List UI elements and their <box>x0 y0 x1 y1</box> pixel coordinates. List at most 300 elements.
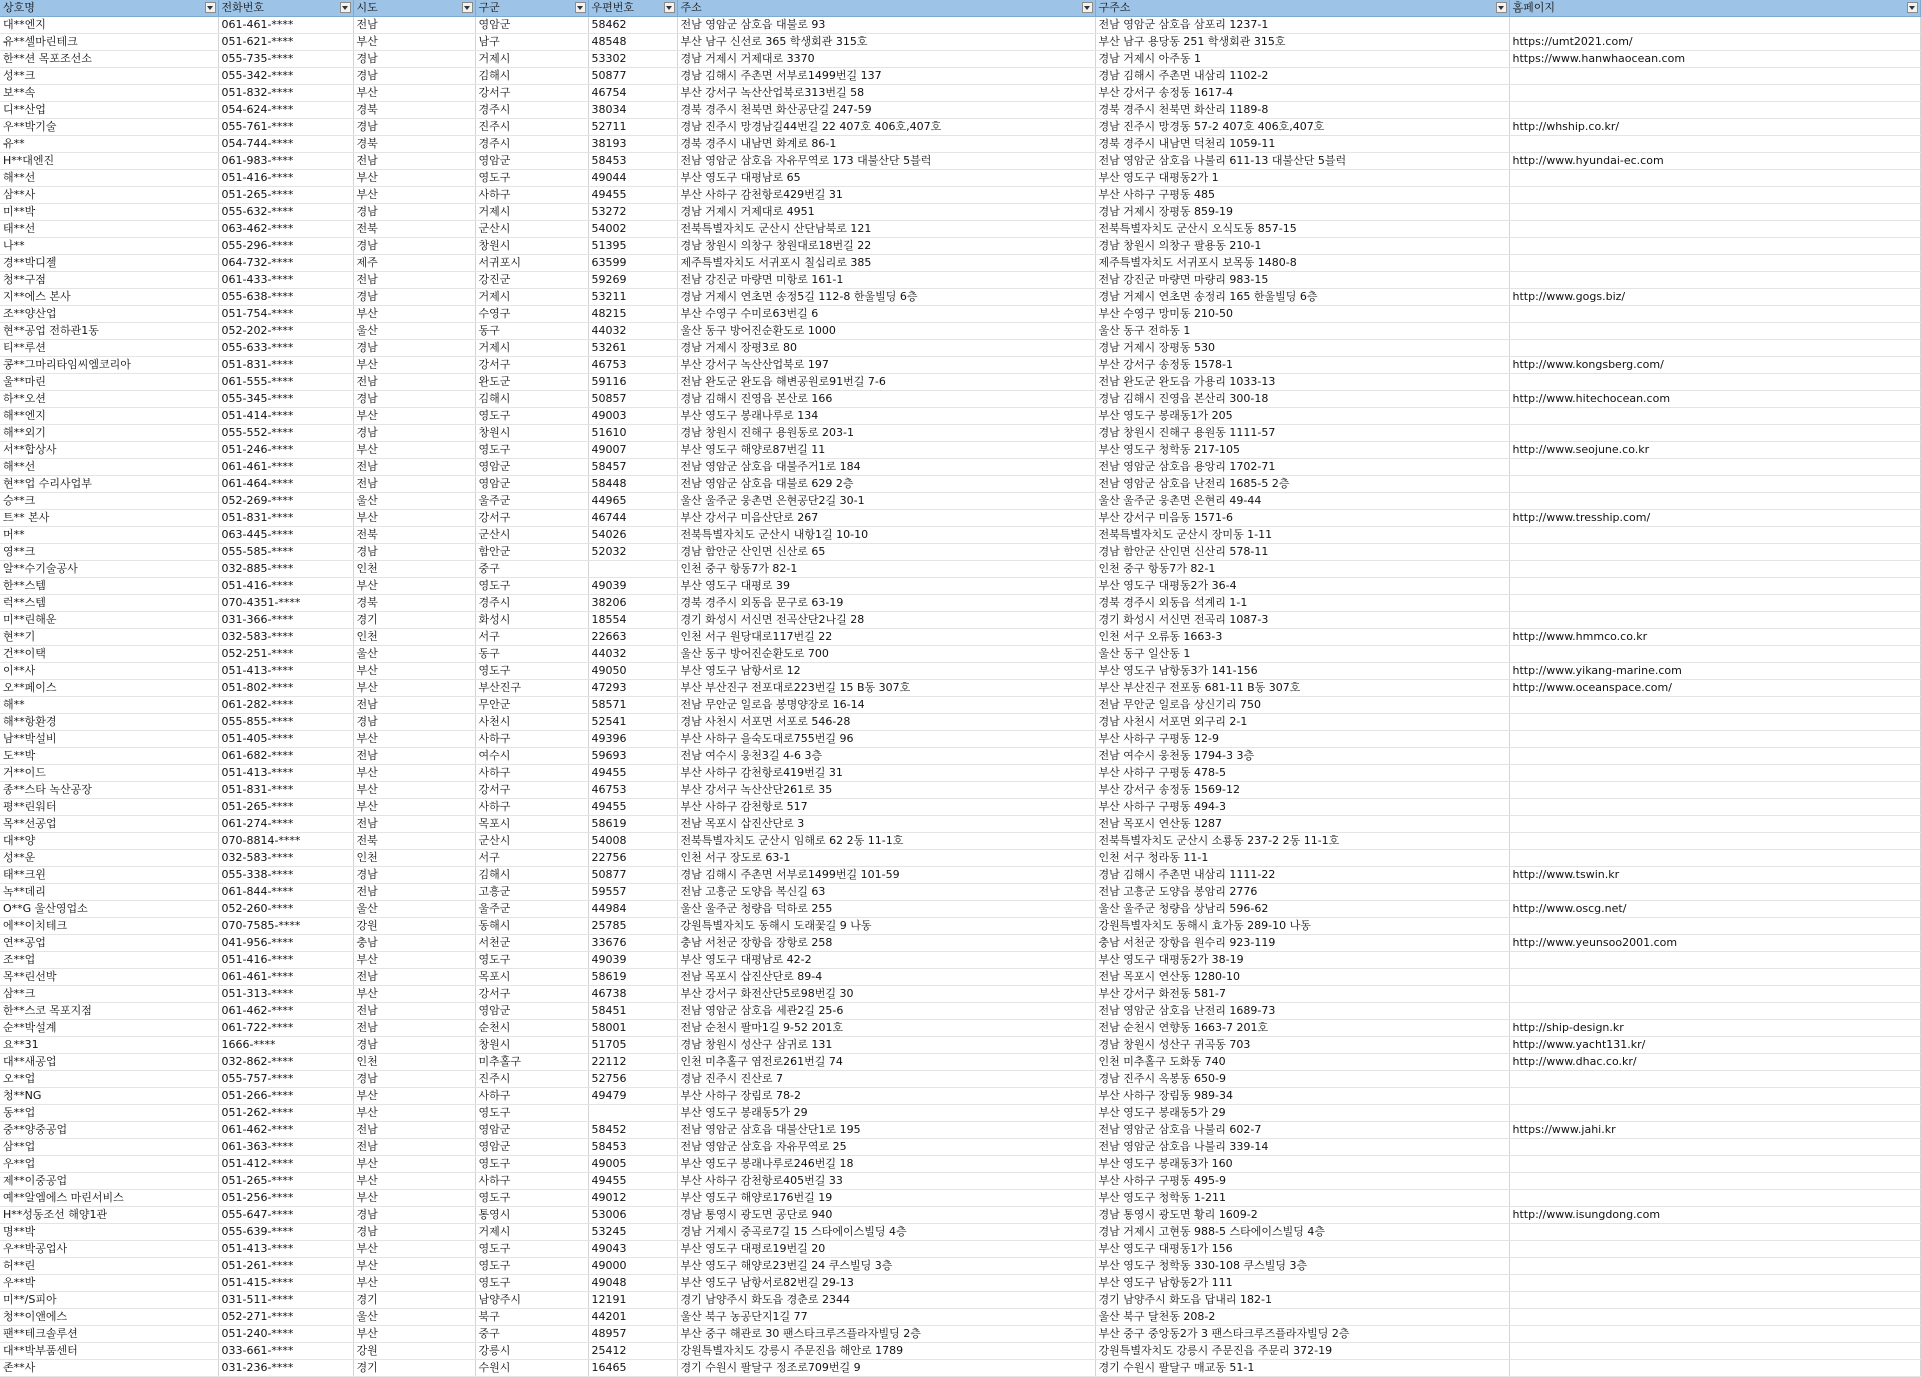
filter-dropdown-icon[interactable] <box>1496 2 1507 13</box>
company-name-cell[interactable]: 평**린워터 <box>0 799 218 816</box>
postal-code-cell[interactable]: 49455 <box>588 187 677 204</box>
province-cell[interactable]: 부산 <box>353 85 475 102</box>
district-cell[interactable]: 사하구 <box>475 1173 588 1190</box>
address-cell[interactable]: 경남 통영시 광도면 공단로 940 <box>677 1207 1095 1224</box>
address-cell[interactable]: 경남 김해시 주촌면 서부로1499번길 137 <box>677 68 1095 85</box>
postal-code-cell[interactable]: 46744 <box>588 510 677 527</box>
old-address-cell[interactable]: 경남 김해시 주촌면 내삼리 1111-22 <box>1095 867 1509 884</box>
postal-code-cell[interactable]: 58451 <box>588 1003 677 1020</box>
company-name-cell[interactable]: 지**에스 본사 <box>0 289 218 306</box>
province-cell[interactable]: 강원 <box>353 918 475 935</box>
postal-code-cell[interactable]: 58452 <box>588 1122 677 1139</box>
homepage-cell[interactable] <box>1509 816 1920 833</box>
company-name-cell[interactable]: 한**스템 <box>0 578 218 595</box>
postal-code-cell[interactable]: 48215 <box>588 306 677 323</box>
homepage-cell[interactable] <box>1509 187 1920 204</box>
phone-cell[interactable]: 031-366-**** <box>218 612 353 629</box>
postal-code-cell[interactable]: 52032 <box>588 544 677 561</box>
homepage-cell[interactable] <box>1509 1224 1920 1241</box>
address-cell[interactable]: 경남 김해시 주촌면 서부로1499번길 101-59 <box>677 867 1095 884</box>
phone-cell[interactable]: 063-445-**** <box>218 527 353 544</box>
postal-code-cell[interactable]: 22756 <box>588 850 677 867</box>
old-address-cell[interactable]: 부산 사하구 장림동 989-34 <box>1095 1088 1509 1105</box>
province-cell[interactable]: 경기 <box>353 612 475 629</box>
province-cell[interactable]: 부산 <box>353 578 475 595</box>
postal-code-cell[interactable]: 44965 <box>588 493 677 510</box>
homepage-cell[interactable] <box>1509 476 1920 493</box>
company-name-cell[interactable]: 경**박디젤 <box>0 255 218 272</box>
phone-cell[interactable]: 061-433-**** <box>218 272 353 289</box>
postal-code-cell[interactable]: 51705 <box>588 1037 677 1054</box>
district-cell[interactable]: 동구 <box>475 646 588 663</box>
district-cell[interactable]: 남구 <box>475 34 588 51</box>
district-cell[interactable]: 강서구 <box>475 782 588 799</box>
address-cell[interactable]: 전남 영암군 삼호읍 자유무역로 173 대불산단 5블럭 <box>677 153 1095 170</box>
old-address-cell[interactable]: 경남 김해시 주촌면 내삼리 1102-2 <box>1095 68 1509 85</box>
old-address-cell[interactable]: 충남 서천군 장항읍 원수리 923-119 <box>1095 935 1509 952</box>
company-name-cell[interactable]: 종**스타 녹산공장 <box>0 782 218 799</box>
old-address-cell[interactable]: 전남 영암군 삼호읍 난전리 1689-73 <box>1095 1003 1509 1020</box>
district-cell[interactable]: 동해시 <box>475 918 588 935</box>
homepage-cell[interactable] <box>1509 238 1920 255</box>
phone-cell[interactable]: 031-511-**** <box>218 1292 353 1309</box>
postal-code-cell[interactable]: 38206 <box>588 595 677 612</box>
company-name-cell[interactable]: 조**업 <box>0 952 218 969</box>
district-cell[interactable]: 동구 <box>475 323 588 340</box>
old-address-cell[interactable]: 부산 영도구 대평동2가 1 <box>1095 170 1509 187</box>
old-address-cell[interactable]: 경북 경주시 외동읍 석계리 1-1 <box>1095 595 1509 612</box>
company-name-cell[interactable]: 명**박 <box>0 1224 218 1241</box>
postal-code-cell[interactable]: 63599 <box>588 255 677 272</box>
homepage-cell[interactable] <box>1509 1139 1920 1156</box>
district-cell[interactable]: 영도구 <box>475 1275 588 1292</box>
province-cell[interactable]: 부산 <box>353 799 475 816</box>
old-address-cell[interactable]: 전북특별자치도 군산시 장미동 1-11 <box>1095 527 1509 544</box>
company-name-cell[interactable]: 삼**사 <box>0 187 218 204</box>
company-name-cell[interactable]: 성**운 <box>0 850 218 867</box>
company-name-cell[interactable]: 승**크 <box>0 493 218 510</box>
district-cell[interactable]: 여수시 <box>475 748 588 765</box>
district-cell[interactable]: 영도구 <box>475 1241 588 1258</box>
homepage-cell[interactable] <box>1509 1343 1920 1360</box>
phone-cell[interactable]: 051-413-**** <box>218 1241 353 1258</box>
company-name-cell[interactable]: 오**페이스 <box>0 680 218 697</box>
postal-code-cell[interactable]: 50877 <box>588 867 677 884</box>
address-cell[interactable]: 전북특별자치도 군산시 내항1길 10-10 <box>677 527 1095 544</box>
company-name-cell[interactable]: 녹**데리 <box>0 884 218 901</box>
phone-cell[interactable]: 051-265-**** <box>218 187 353 204</box>
homepage-cell[interactable] <box>1509 765 1920 782</box>
company-name-cell[interactable]: H**대엔진 <box>0 153 218 170</box>
postal-code-cell[interactable]: 53006 <box>588 1207 677 1224</box>
address-cell[interactable]: 부산 영도구 봉래나루로246번길 18 <box>677 1156 1095 1173</box>
company-name-cell[interactable]: 도**박 <box>0 748 218 765</box>
address-cell[interactable]: 부산 영도구 봉래동5가 29 <box>677 1105 1095 1122</box>
filter-dropdown-icon[interactable] <box>1907 2 1918 13</box>
province-cell[interactable]: 부산 <box>353 170 475 187</box>
district-cell[interactable]: 사하구 <box>475 765 588 782</box>
filter-dropdown-icon[interactable] <box>205 2 216 13</box>
address-cell[interactable]: 부산 사하구 장림로 78-2 <box>677 1088 1095 1105</box>
postal-code-cell[interactable]: 49007 <box>588 442 677 459</box>
district-cell[interactable]: 사하구 <box>475 799 588 816</box>
address-cell[interactable]: 부산 강서구 화전산단5로98번길 30 <box>677 986 1095 1003</box>
homepage-cell[interactable] <box>1509 102 1920 119</box>
phone-cell[interactable]: 032-583-**** <box>218 629 353 646</box>
postal-code-cell[interactable]: 49003 <box>588 408 677 425</box>
address-cell[interactable]: 경기 화성시 서신면 전곡산단2나길 28 <box>677 612 1095 629</box>
address-cell[interactable]: 경북 경주시 천북면 화산공단길 247-59 <box>677 102 1095 119</box>
province-cell[interactable]: 경남 <box>353 119 475 136</box>
old-address-cell[interactable]: 경남 사천시 서포면 외구리 2-1 <box>1095 714 1509 731</box>
province-cell[interactable]: 전북 <box>353 527 475 544</box>
province-cell[interactable]: 전남 <box>353 272 475 289</box>
province-cell[interactable]: 전남 <box>353 17 475 34</box>
postal-code-cell[interactable]: 58619 <box>588 969 677 986</box>
company-name-cell[interactable]: 유**셀마린테크 <box>0 34 218 51</box>
homepage-cell[interactable] <box>1509 408 1920 425</box>
company-name-cell[interactable]: 해**항환경 <box>0 714 218 731</box>
homepage-cell[interactable] <box>1509 969 1920 986</box>
homepage-cell[interactable] <box>1509 1190 1920 1207</box>
old-address-cell[interactable]: 전남 목포시 연산동 1287 <box>1095 816 1509 833</box>
company-name-cell[interactable]: 나** <box>0 238 218 255</box>
company-name-cell[interactable]: 우**박 <box>0 1275 218 1292</box>
old-address-cell[interactable]: 인천 서구 오류동 1663-3 <box>1095 629 1509 646</box>
address-cell[interactable]: 경남 진주시 망경남길44번길 22 407호 406호,407호 <box>677 119 1095 136</box>
phone-cell[interactable]: 061-363-**** <box>218 1139 353 1156</box>
district-cell[interactable]: 중구 <box>475 1326 588 1343</box>
district-cell[interactable]: 김해시 <box>475 867 588 884</box>
district-cell[interactable]: 영도구 <box>475 442 588 459</box>
old-address-cell[interactable]: 경남 통영시 광도면 황리 1609-2 <box>1095 1207 1509 1224</box>
province-cell[interactable]: 경남 <box>353 867 475 884</box>
address-cell[interactable]: 경남 거제시 중곡로7길 15 스타에이스빌딩 4층 <box>677 1224 1095 1241</box>
homepage-cell[interactable]: http://www.dhac.co.kr/ <box>1509 1054 1920 1071</box>
company-name-cell[interactable]: 서**합상사 <box>0 442 218 459</box>
district-cell[interactable]: 영암군 <box>475 1139 588 1156</box>
district-cell[interactable]: 영도구 <box>475 1190 588 1207</box>
phone-cell[interactable]: 061-983-**** <box>218 153 353 170</box>
postal-code-cell[interactable]: 52756 <box>588 1071 677 1088</box>
homepage-cell[interactable] <box>1509 1275 1920 1292</box>
province-cell[interactable]: 제주 <box>353 255 475 272</box>
old-address-cell[interactable]: 전남 강진군 마량면 마량리 983-15 <box>1095 272 1509 289</box>
postal-code-cell[interactable]: 49039 <box>588 578 677 595</box>
postal-code-cell[interactable]: 46738 <box>588 986 677 1003</box>
address-cell[interactable]: 전남 영암군 삼호읍 세관2길 25-6 <box>677 1003 1095 1020</box>
address-cell[interactable]: 전남 영암군 삼호읍 자유무역로 25 <box>677 1139 1095 1156</box>
address-cell[interactable]: 부산 사하구 을숙도대로755번길 96 <box>677 731 1095 748</box>
homepage-cell[interactable] <box>1509 1003 1920 1020</box>
phone-cell[interactable]: 052-202-**** <box>218 323 353 340</box>
address-cell[interactable]: 부산 영도구 대평로19번길 20 <box>677 1241 1095 1258</box>
old-address-cell[interactable]: 경기 화성시 서신면 전곡리 1087-3 <box>1095 612 1509 629</box>
address-cell[interactable]: 인천 서구 원당대로117번길 22 <box>677 629 1095 646</box>
homepage-cell[interactable] <box>1509 68 1920 85</box>
old-address-cell[interactable]: 부산 부산진구 전포동 681-11 B동 307호 <box>1095 680 1509 697</box>
district-cell[interactable]: 완도군 <box>475 374 588 391</box>
phone-cell[interactable]: 052-251-**** <box>218 646 353 663</box>
postal-code-cell[interactable]: 16465 <box>588 1360 677 1377</box>
postal-code-cell[interactable]: 58448 <box>588 476 677 493</box>
postal-code-cell[interactable]: 58001 <box>588 1020 677 1037</box>
homepage-cell[interactable] <box>1509 527 1920 544</box>
old-address-cell[interactable]: 부산 영도구 봉래동5가 29 <box>1095 1105 1509 1122</box>
district-cell[interactable]: 남양주시 <box>475 1292 588 1309</box>
address-cell[interactable]: 부산 강서구 녹산산업북로 197 <box>677 357 1095 374</box>
phone-cell[interactable]: 051-240-**** <box>218 1326 353 1343</box>
old-address-cell[interactable]: 제주특별자치도 서귀포시 보목동 1480-8 <box>1095 255 1509 272</box>
old-address-cell[interactable]: 전남 영암군 삼호읍 나불리 339-14 <box>1095 1139 1509 1156</box>
homepage-cell[interactable]: https://umt2021.com/ <box>1509 34 1920 51</box>
postal-code-cell[interactable]: 58453 <box>588 153 677 170</box>
company-name-cell[interactable]: 머** <box>0 527 218 544</box>
homepage-cell[interactable] <box>1509 17 1920 34</box>
address-cell[interactable]: 부산 영도구 대평로 39 <box>677 578 1095 595</box>
old-address-cell[interactable]: 경남 진주시 옥봉동 650-9 <box>1095 1071 1509 1088</box>
province-cell[interactable]: 경남 <box>353 391 475 408</box>
province-cell[interactable]: 인천 <box>353 850 475 867</box>
district-cell[interactable]: 화성시 <box>475 612 588 629</box>
province-cell[interactable]: 부산 <box>353 442 475 459</box>
company-name-cell[interactable]: 허**린 <box>0 1258 218 1275</box>
phone-cell[interactable]: 051-412-**** <box>218 1156 353 1173</box>
homepage-cell[interactable]: http://www.yikang-marine.com <box>1509 663 1920 680</box>
phone-cell[interactable]: 033-661-**** <box>218 1343 353 1360</box>
homepage-cell[interactable] <box>1509 714 1920 731</box>
district-cell[interactable]: 영도구 <box>475 952 588 969</box>
column-header[interactable] <box>353 0 475 17</box>
province-cell[interactable]: 인천 <box>353 561 475 578</box>
province-cell[interactable]: 부산 <box>353 1275 475 1292</box>
phone-cell[interactable]: 051-265-**** <box>218 799 353 816</box>
district-cell[interactable]: 창원시 <box>475 425 588 442</box>
postal-code-cell[interactable]: 49012 <box>588 1190 677 1207</box>
province-cell[interactable]: 부산 <box>353 187 475 204</box>
company-name-cell[interactable]: 알**수기술공사 <box>0 561 218 578</box>
address-cell[interactable]: 전남 여수시 웅천3길 4-6 3층 <box>677 748 1095 765</box>
company-name-cell[interactable]: 해**외기 <box>0 425 218 442</box>
old-address-cell[interactable]: 부산 수영구 망미동 210-50 <box>1095 306 1509 323</box>
province-cell[interactable]: 전남 <box>353 748 475 765</box>
homepage-cell[interactable] <box>1509 1173 1920 1190</box>
homepage-cell[interactable] <box>1509 255 1920 272</box>
old-address-cell[interactable]: 전북특별자치도 군산시 오식도동 857-15 <box>1095 221 1509 238</box>
old-address-cell[interactable]: 경남 거제시 장평동 859-19 <box>1095 204 1509 221</box>
province-cell[interactable]: 부산 <box>353 1105 475 1122</box>
company-name-cell[interactable]: 대**엔지 <box>0 17 218 34</box>
phone-cell[interactable]: 041-956-**** <box>218 935 353 952</box>
postal-code-cell[interactable]: 49039 <box>588 952 677 969</box>
postal-code-cell[interactable]: 59269 <box>588 272 677 289</box>
company-name-cell[interactable]: 청**구점 <box>0 272 218 289</box>
postal-code-cell[interactable]: 53272 <box>588 204 677 221</box>
homepage-cell[interactable]: http://ship-design.kr <box>1509 1020 1920 1037</box>
company-name-cell[interactable]: 유** <box>0 136 218 153</box>
homepage-cell[interactable] <box>1509 374 1920 391</box>
postal-code-cell[interactable]: 49048 <box>588 1275 677 1292</box>
province-cell[interactable]: 경북 <box>353 136 475 153</box>
column-header[interactable] <box>677 0 1095 17</box>
company-name-cell[interactable]: 요**31 <box>0 1037 218 1054</box>
postal-code-cell[interactable]: 59693 <box>588 748 677 765</box>
phone-cell[interactable]: 051-831-**** <box>218 782 353 799</box>
company-name-cell[interactable]: 연**공업 <box>0 935 218 952</box>
province-cell[interactable]: 전남 <box>353 476 475 493</box>
phone-cell[interactable]: 055-735-**** <box>218 51 353 68</box>
old-address-cell[interactable]: 부산 사하구 구평동 494-3 <box>1095 799 1509 816</box>
homepage-cell[interactable]: http://www.hyundai-ec.com <box>1509 153 1920 170</box>
company-name-cell[interactable]: 조**양산업 <box>0 306 218 323</box>
district-cell[interactable]: 목포시 <box>475 969 588 986</box>
old-address-cell[interactable]: 경남 거제시 연초면 송정리 165 한울빌딩 6층 <box>1095 289 1509 306</box>
column-header[interactable] <box>0 0 218 17</box>
phone-cell[interactable]: 061-464-**** <box>218 476 353 493</box>
homepage-cell[interactable] <box>1509 850 1920 867</box>
district-cell[interactable]: 거제시 <box>475 51 588 68</box>
address-cell[interactable]: 부산 영도구 대평남로 65 <box>677 170 1095 187</box>
phone-cell[interactable]: 051-405-**** <box>218 731 353 748</box>
province-cell[interactable]: 강원 <box>353 1343 475 1360</box>
old-address-cell[interactable]: 부산 영도구 봉래동3가 160 <box>1095 1156 1509 1173</box>
district-cell[interactable]: 고흥군 <box>475 884 588 901</box>
address-cell[interactable]: 부산 강서구 녹산산업북로313번길 58 <box>677 85 1095 102</box>
old-address-cell[interactable]: 부산 중구 중앙동2가 3 팬스타크루즈플라자빌딩 2층 <box>1095 1326 1509 1343</box>
old-address-cell[interactable]: 강원특별자치도 동해시 효가동 289-10 나동 <box>1095 918 1509 935</box>
district-cell[interactable]: 영암군 <box>475 1003 588 1020</box>
homepage-cell[interactable] <box>1509 646 1920 663</box>
district-cell[interactable]: 영도구 <box>475 1105 588 1122</box>
phone-cell[interactable]: 061-462-**** <box>218 1122 353 1139</box>
postal-code-cell[interactable]: 58457 <box>588 459 677 476</box>
phone-cell[interactable]: 051-266-**** <box>218 1088 353 1105</box>
address-cell[interactable]: 부산 중구 해관로 30 팬스타크루즈플라자빌딩 2층 <box>677 1326 1095 1343</box>
province-cell[interactable]: 부산 <box>353 1173 475 1190</box>
phone-cell[interactable]: 051-265-**** <box>218 1173 353 1190</box>
homepage-cell[interactable] <box>1509 595 1920 612</box>
address-cell[interactable]: 강원특별자치도 강릉시 주문진읍 해안로 1789 <box>677 1343 1095 1360</box>
filter-dropdown-icon[interactable] <box>575 2 586 13</box>
address-cell[interactable]: 강원특별자치도 동해시 도래꽃길 9 나동 <box>677 918 1095 935</box>
province-cell[interactable]: 부산 <box>353 680 475 697</box>
homepage-cell[interactable]: http://www.oceanspace.com/ <box>1509 680 1920 697</box>
postal-code-cell[interactable]: 49396 <box>588 731 677 748</box>
address-cell[interactable]: 경남 창원시 성산구 삼귀로 131 <box>677 1037 1095 1054</box>
phone-cell[interactable]: 051-416-**** <box>218 952 353 969</box>
address-cell[interactable]: 울산 북구 농공단지1길 77 <box>677 1309 1095 1326</box>
phone-cell[interactable]: 064-732-**** <box>218 255 353 272</box>
phone-cell[interactable]: 055-757-**** <box>218 1071 353 1088</box>
province-cell[interactable]: 부산 <box>353 1190 475 1207</box>
company-name-cell[interactable]: 삼**크 <box>0 986 218 1003</box>
phone-cell[interactable]: 031-236-**** <box>218 1360 353 1377</box>
homepage-cell[interactable]: http://www.gogs.biz/ <box>1509 289 1920 306</box>
old-address-cell[interactable]: 경남 거제시 고현동 988-5 스타에이스빌딩 4층 <box>1095 1224 1509 1241</box>
postal-code-cell[interactable]: 59557 <box>588 884 677 901</box>
phone-cell[interactable]: 051-261-**** <box>218 1258 353 1275</box>
postal-code-cell[interactable]: 52711 <box>588 119 677 136</box>
homepage-cell[interactable] <box>1509 306 1920 323</box>
province-cell[interactable]: 경남 <box>353 1071 475 1088</box>
province-cell[interactable]: 경남 <box>353 1224 475 1241</box>
phone-cell[interactable]: 061-555-**** <box>218 374 353 391</box>
company-name-cell[interactable]: 우**박기술 <box>0 119 218 136</box>
old-address-cell[interactable]: 부산 강서구 송정동 1578-1 <box>1095 357 1509 374</box>
postal-code-cell[interactable]: 54002 <box>588 221 677 238</box>
company-name-cell[interactable]: 우**박공업사 <box>0 1241 218 1258</box>
homepage-cell[interactable] <box>1509 833 1920 850</box>
company-name-cell[interactable]: 해**선 <box>0 170 218 187</box>
old-address-cell[interactable]: 경남 진주시 망경동 57-2 407호 406호,407호 <box>1095 119 1509 136</box>
old-address-cell[interactable]: 경남 거제시 아주동 1 <box>1095 51 1509 68</box>
column-header[interactable] <box>588 0 677 17</box>
district-cell[interactable]: 영암군 <box>475 459 588 476</box>
phone-cell[interactable]: 061-461-**** <box>218 969 353 986</box>
postal-code-cell[interactable]: 53261 <box>588 340 677 357</box>
address-cell[interactable]: 경기 수원시 팔달구 정조로709번길 9 <box>677 1360 1095 1377</box>
province-cell[interactable]: 부산 <box>353 986 475 1003</box>
homepage-cell[interactable] <box>1509 1071 1920 1088</box>
filter-dropdown-icon[interactable] <box>1082 2 1093 13</box>
district-cell[interactable]: 영도구 <box>475 663 588 680</box>
postal-code-cell[interactable]: 44984 <box>588 901 677 918</box>
postal-code-cell[interactable]: 38193 <box>588 136 677 153</box>
phone-cell[interactable]: 052-260-**** <box>218 901 353 918</box>
phone-cell[interactable]: 1666-**** <box>218 1037 353 1054</box>
phone-cell[interactable]: 032-583-**** <box>218 850 353 867</box>
address-cell[interactable]: 경남 거제시 연초면 송정5길 112-8 한울빌딩 6층 <box>677 289 1095 306</box>
homepage-cell[interactable] <box>1509 884 1920 901</box>
old-address-cell[interactable]: 울산 울주군 웅촌면 은현리 49-44 <box>1095 493 1509 510</box>
homepage-cell[interactable] <box>1509 323 1920 340</box>
address-cell[interactable]: 충남 서천군 장항읍 장항로 258 <box>677 935 1095 952</box>
province-cell[interactable]: 전남 <box>353 374 475 391</box>
phone-cell[interactable]: 055-761-**** <box>218 119 353 136</box>
district-cell[interactable]: 창원시 <box>475 238 588 255</box>
phone-cell[interactable]: 032-885-**** <box>218 561 353 578</box>
district-cell[interactable]: 무안군 <box>475 697 588 714</box>
postal-code-cell[interactable]: 58453 <box>588 1139 677 1156</box>
district-cell[interactable]: 미추홀구 <box>475 1054 588 1071</box>
homepage-cell[interactable] <box>1509 493 1920 510</box>
province-cell[interactable]: 울산 <box>353 901 475 918</box>
homepage-cell[interactable] <box>1509 425 1920 442</box>
postal-code-cell[interactable]: 25412 <box>588 1343 677 1360</box>
postal-code-cell[interactable]: 58571 <box>588 697 677 714</box>
company-name-cell[interactable]: 현**공업 전하관1동 <box>0 323 218 340</box>
phone-cell[interactable]: 051-413-**** <box>218 765 353 782</box>
address-cell[interactable]: 부산 영도구 해양로176번길 19 <box>677 1190 1095 1207</box>
company-name-cell[interactable]: 목**린선박 <box>0 969 218 986</box>
company-name-cell[interactable]: 미**린해운 <box>0 612 218 629</box>
company-name-cell[interactable]: 거**이드 <box>0 765 218 782</box>
district-cell[interactable]: 강진군 <box>475 272 588 289</box>
homepage-cell[interactable]: https://www.hanwhaocean.com <box>1509 51 1920 68</box>
company-name-cell[interactable]: 오**업 <box>0 1071 218 1088</box>
old-address-cell[interactable]: 전남 영암군 삼호읍 난전리 1685-5 2층 <box>1095 476 1509 493</box>
company-name-cell[interactable]: 목**선공업 <box>0 816 218 833</box>
phone-cell[interactable]: 051-313-**** <box>218 986 353 1003</box>
company-name-cell[interactable]: 삼**업 <box>0 1139 218 1156</box>
address-cell[interactable]: 부산 사하구 감천항로429번길 31 <box>677 187 1095 204</box>
phone-cell[interactable]: 055-639-**** <box>218 1224 353 1241</box>
homepage-cell[interactable] <box>1509 1360 1920 1377</box>
province-cell[interactable]: 부산 <box>353 357 475 374</box>
district-cell[interactable]: 울주군 <box>475 493 588 510</box>
district-cell[interactable]: 서구 <box>475 850 588 867</box>
phone-cell[interactable]: 061-844-**** <box>218 884 353 901</box>
